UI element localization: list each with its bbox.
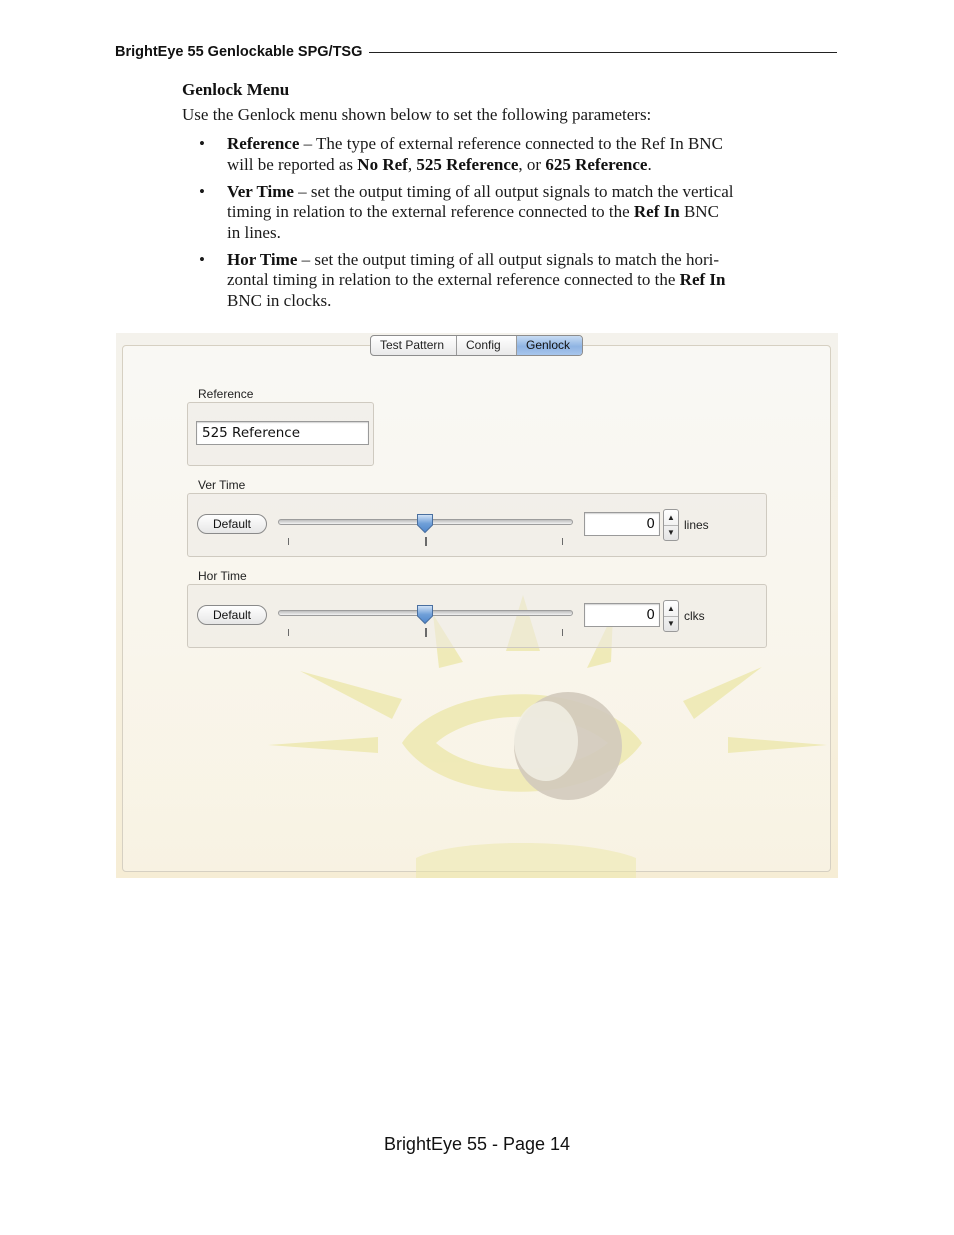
reference-desc-line2: will be reported as bbox=[227, 154, 358, 174]
slider-tick-center bbox=[425, 537, 427, 546]
hor-time-label: Hor Time bbox=[198, 569, 247, 583]
header-rule bbox=[369, 52, 837, 53]
intro-paragraph: Use the Genlock menu shown below to set the following parameters: bbox=[182, 105, 652, 124]
option-625-reference: 625 Reference bbox=[545, 154, 648, 174]
ver-time-default-button[interactable]: Default bbox=[197, 514, 267, 534]
separator: , or bbox=[518, 154, 546, 174]
tab-bar bbox=[370, 335, 583, 356]
list-item bbox=[199, 250, 839, 312]
ver-time-stepper bbox=[663, 509, 679, 541]
reference-desc-line1: – The type of external reference connected to the Ref In BNC bbox=[299, 134, 723, 153]
ver-time-desc-line1: – set the output timing of all output signals to match the vertical bbox=[293, 181, 734, 201]
ver-time-label: Ver Time bbox=[198, 478, 246, 492]
option-no-ref: No Ref bbox=[357, 154, 408, 174]
slider-tick bbox=[288, 538, 289, 545]
tab-config[interactable]: Config bbox=[457, 336, 517, 355]
bullet-dot: • bbox=[199, 249, 205, 269]
ver-time-desc-line2: timing in relation to the external reference connected to the bbox=[227, 202, 634, 221]
ref-in-bold: Ref In bbox=[633, 202, 680, 221]
ver-time-slider-knob[interactable] bbox=[416, 513, 434, 534]
slider-tick bbox=[288, 629, 289, 636]
hor-time-increment-arrow-icon[interactable]: ▲ bbox=[664, 601, 678, 617]
hor-time-desc-line3: BNC in clocks. bbox=[227, 290, 332, 310]
section-heading: Genlock Menu bbox=[182, 80, 290, 99]
slider-tick-center bbox=[425, 628, 427, 637]
running-header bbox=[115, 42, 837, 62]
ver-time-decrement-arrow-icon[interactable]: ▼ bbox=[667, 528, 675, 537]
reference-label: Reference bbox=[198, 387, 254, 401]
parameter-list bbox=[199, 134, 839, 318]
term-ver-time: Ver Time bbox=[227, 181, 294, 201]
list-item bbox=[199, 182, 839, 244]
hor-time-desc-line1: – set the output timing of all output signals to match the hori- bbox=[297, 249, 720, 269]
ver-time-increment-arrow-icon[interactable]: ▲ bbox=[664, 510, 678, 526]
document-title: BrightEye 55 Genlockable SPG/TSG bbox=[115, 44, 363, 60]
slider-tick bbox=[562, 538, 563, 545]
slider-tick bbox=[562, 629, 563, 636]
ver-time-unit: lines bbox=[684, 518, 709, 532]
hor-time-decrement-arrow-icon[interactable]: ▼ bbox=[667, 619, 675, 628]
reference-status-field: 525 Reference bbox=[196, 421, 369, 445]
bullet-dot: • bbox=[199, 181, 205, 201]
hor-time-desc-line2: zontal timing in relation to the external reference connected to the bbox=[227, 270, 680, 289]
hor-time-slider-knob[interactable] bbox=[416, 604, 434, 625]
page-footer: BrightEye 55 - Page 14 bbox=[383, 1134, 571, 1154]
option-525-reference: 525 Reference bbox=[416, 154, 519, 174]
sentence-end: . bbox=[647, 154, 652, 174]
ver-time-group bbox=[187, 493, 767, 557]
ver-time-value-field[interactable]: 0 bbox=[584, 512, 660, 536]
tab-test-pattern[interactable]: Test Pattern bbox=[371, 336, 457, 355]
hor-time-unit: clks bbox=[684, 609, 705, 623]
hor-time-group bbox=[187, 584, 767, 648]
term-reference: Reference bbox=[227, 134, 300, 153]
ver-time-desc-line3: in lines. bbox=[227, 222, 281, 242]
bullet-dot: • bbox=[199, 134, 205, 153]
ver-time-desc-bnc: BNC bbox=[679, 202, 719, 221]
list-item bbox=[199, 134, 839, 175]
hor-time-default-button[interactable]: Default bbox=[197, 605, 267, 625]
term-hor-time: Hor Time bbox=[227, 249, 298, 269]
hor-time-stepper bbox=[663, 600, 679, 632]
hor-time-value-field[interactable]: 0 bbox=[584, 603, 660, 627]
separator: , bbox=[407, 154, 417, 174]
genlock-screenshot bbox=[116, 333, 838, 878]
tab-genlock[interactable]: Genlock bbox=[517, 336, 582, 355]
ref-in-bold: Ref In bbox=[679, 270, 726, 289]
